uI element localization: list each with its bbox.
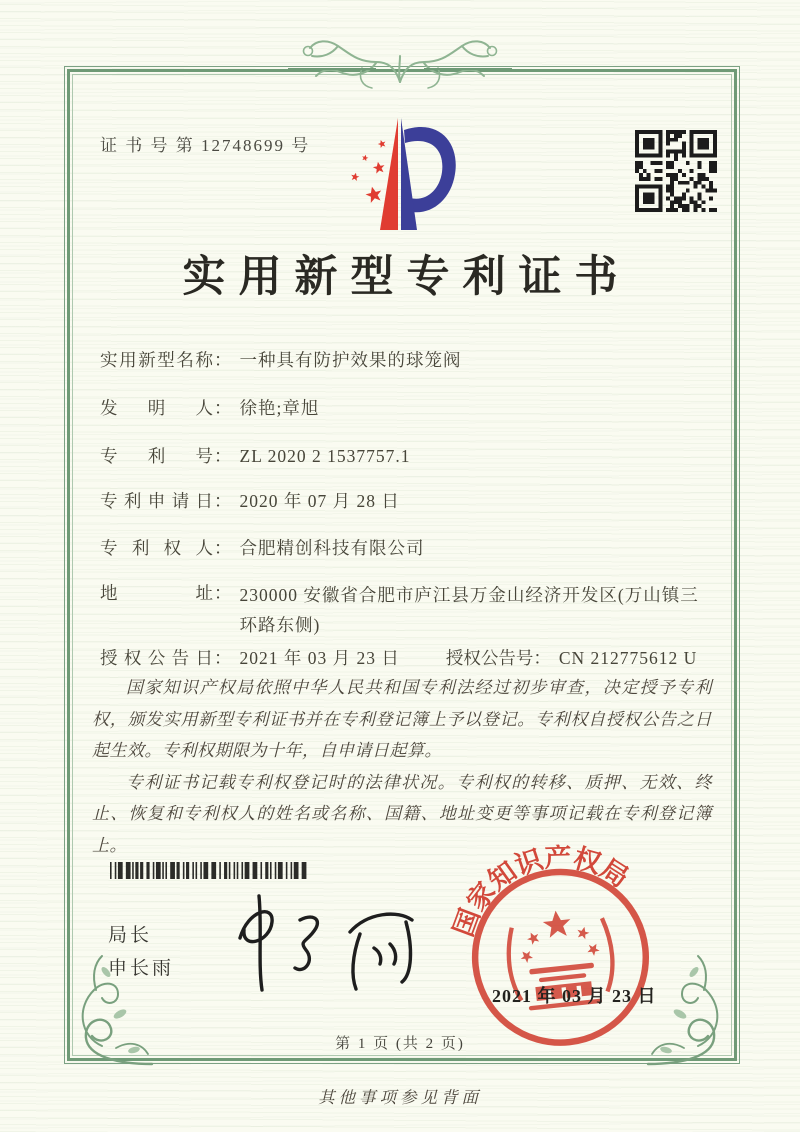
- legal-paragraph-1: 国家知识产权局依照中华人民共和国专利法经过初步审查，决定授予专利权，颁发实用新型专利证书并在专利登记簿上予以登记。专利权自授权公告之日起生效。专利权期限为十年，自申请日起算。: [92, 678, 712, 760]
- field-value: 2020 年 07 月 28 日: [239, 491, 400, 511]
- field-inventor: 发明人 ： 徐艳;章旭: [100, 395, 714, 422]
- certificate-number: 证 书 号 第 12748699 号: [100, 136, 311, 155]
- field-filing-date: 专利申请日 ： 2020 年 07 月 28 日: [100, 488, 714, 515]
- cnipa-patent-logo-icon: [338, 110, 462, 236]
- seal-date: 2021 年 03 月 23 日: [492, 986, 657, 1006]
- back-note: 其他事项参见背面: [318, 1088, 482, 1107]
- barcode: [110, 862, 308, 879]
- field-grant-number: 授权公告号 ： CN 212775612 U: [446, 645, 697, 672]
- field-value: CN 212775612 U: [558, 648, 698, 668]
- field-value: 2021 年 03 月 23 日: [239, 648, 400, 668]
- field-label: 专利号: [100, 446, 214, 466]
- field-label: 授权公告日: [100, 648, 214, 668]
- field-label: 专利权人: [100, 538, 214, 558]
- field-patent-number: 专利号 ： ZL 2020 2 1537757.1: [100, 443, 714, 470]
- certificate-title: 实用新型专利证书: [182, 254, 631, 301]
- director-title: 局长: [108, 925, 153, 946]
- field-utility-model-name: 实用新型名称 ： 一种具有防护效果的球笼阀: [100, 347, 714, 374]
- field-value: 230000 安徽省合肥市庐江县万金山经济开发区(万山镇三环路东侧): [239, 585, 699, 635]
- field-list: [100, 347, 714, 672]
- qr-code: [635, 130, 717, 212]
- legal-text: [92, 672, 712, 861]
- field-label: 授权公告号: [445, 648, 534, 668]
- field-label: 实用新型名称: [100, 350, 214, 370]
- legal-paragraph-2: 专利证书记载专利权登记时的法律状况。专利权的转移、质押、无效、终止、恢复和专利权人的姓名或名称、国籍、地址变更等事项记载在专利登记簿上。: [92, 772, 712, 855]
- page-number: 第 1 页 (共 2 页): [335, 1036, 465, 1052]
- field-value: ZL 2020 2 1537757.1: [239, 446, 411, 466]
- field-value: 合肥精创科技有限公司: [239, 538, 425, 558]
- field-address: 地址 ： 230000 安徽省合肥市庐江县万金山经济开发区(万山镇三环路东侧): [100, 580, 714, 640]
- field-label: 专利申请日: [100, 491, 214, 511]
- field-grant-row: 授权公告日 ： 2021 年 03 月 23 日 授权公告号 ： CN 212775612 U: [100, 645, 714, 672]
- field-value: 一种具有防护效果的球笼阀: [239, 350, 462, 370]
- director-signature: [222, 886, 432, 994]
- director-name: 申长雨: [108, 958, 175, 979]
- dragon-flourish-ornament: [288, 28, 512, 104]
- field-patentee: 专利权人 ： 合肥精创科技有限公司: [100, 535, 714, 562]
- field-value: 徐艳;章旭: [239, 398, 320, 418]
- field-label: 发明人: [100, 398, 214, 418]
- field-label: 地址: [100, 583, 214, 603]
- seal-text: 国家知识产权局: [448, 842, 634, 941]
